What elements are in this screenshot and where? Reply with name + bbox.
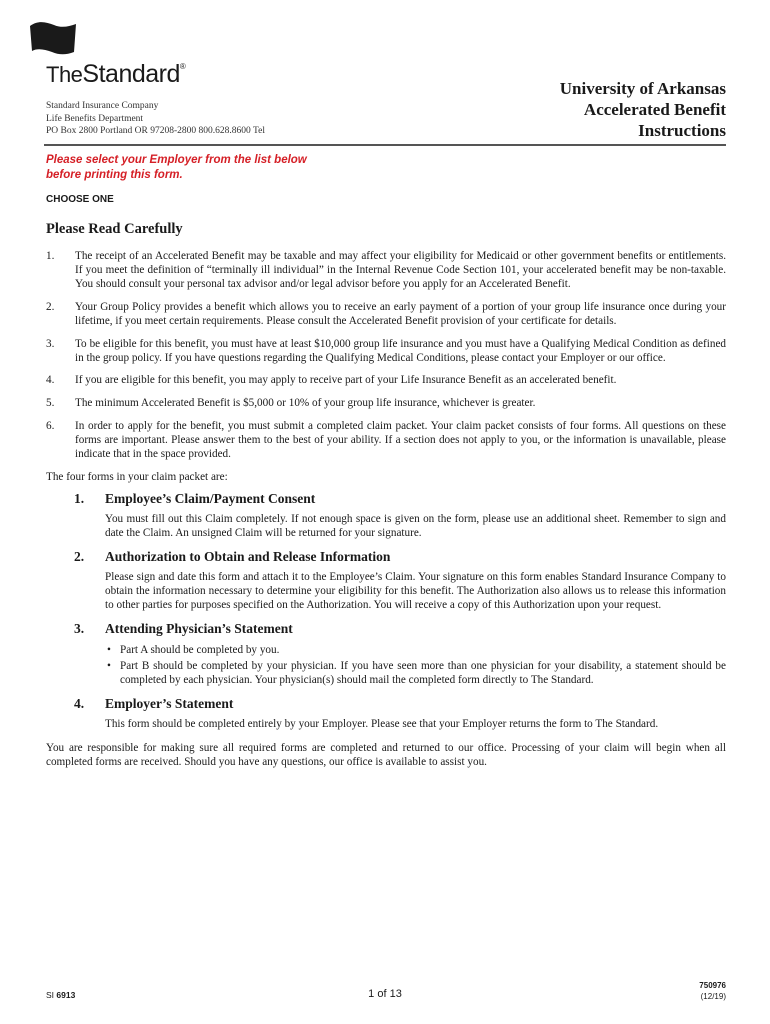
form-heading-claim: 1. Employee’s Claim/Payment Consent [74,490,316,506]
document-title [560,78,726,141]
list-item: 1. The receipt of an Accelerated Benefit may be taxable and may affect your eligibility for Medicaid or other government benefits or entitlements. If you meet the definition of “terminally ill individual” in the Internal Revenue Code Section 101, your accelerated benefit may be non-taxable. You should consult your personal tax advisor and/or legal advisor before you apply for an Accelerated Benefit. [46,250,726,291]
address-line: PO Box 2800 Portland OR 97208-2800 800.628.8600 Tel [46,126,265,136]
form-code: 750976 (12/19) [699,981,726,1001]
forms-intro: The four forms in your claim packet are: [46,470,228,483]
employer-select-note: Please select your Employer from the list below before printing this form. [46,154,307,181]
page-number: 1 of 13 [368,988,402,1000]
list-item: 4. If you are eligible for this benefit, you may apply to receive part of your Life Insurance Benefit as an accelerated benefit. [46,374,617,387]
list-item: 3. To be eligible for this benefit, you must have at least $10,000 group life insurance and you must have a Qualifying Medical Condition as defined in the group policy. If you have questions regarding the Qualifying Medical Conditions, please contact your Employer or our office. [46,337,726,364]
company-logo-wordmark: TheStandard® [46,60,186,88]
title-line: Instructions [638,121,726,140]
form-heading-physician: 3. Attending Physician’s Statement [74,621,293,637]
form-heading-authorization: 2. Authorization to Obtain and Release Information [74,549,391,565]
list-item: 6. In order to apply for the benefit, you must submit a completed claim packet. Your claim packet consists of four forms. All questions on these forms are important. Please answer them to the best of your ability. If a section does not apply to you, or the information is unavailable, please indicate that in the space provided. [46,419,726,460]
address-line: Standard Insurance Company [46,101,159,111]
flag-logo-icon [28,20,78,56]
header-divider [44,144,726,146]
form-description: You must fill out this Claim completely. If not enough space is given on the form, please use an additional sheet. Remember to sign and date the Claim. An unsigned Claim will be returned for your signature. [105,512,726,539]
form-number: SI 6913 [46,990,76,1000]
title-line: University of Arkansas [559,79,726,98]
physician-bullets [46,643,726,687]
bullet-item: • Part B should be completed by your physician. If you have seen more than one physician for your disability, a statement should be completed by each physician. Your physician(s) should mail the completed form directly to The Standard. [107,659,726,686]
bullet-item: • Part A should be completed by you. [107,643,280,656]
employer-dropdown[interactable]: CHOOSE ONE [46,194,114,205]
form-description: Please sign and date this form and attach it to the Employee’s Claim. Your signature on this form enables Standard Insurance Company to obtain the information necessary to determine your eligibility for this benefit. The Authorization also allows us to release this information to other parties for purposes specified on the Authorization. You will receive a copy of this Authorization upon your request. [105,571,726,612]
list-item: 2. Your Group Policy provides a benefit which allows you to receive an early payment of a portion of your group life insurance once during your lifetime, if you meet certain requirements. Please consult the Accelerated Benefit provision of your certificate for details. [46,300,726,327]
company-address [46,100,265,138]
closing-paragraph: You are responsible for making sure all required forms are completed and returned to our office. Processing of your claim will begin when all completed forms are received. Should you have any questions, our office is available to assist you. [46,742,726,769]
instructions-body [46,249,726,769]
form-description: This form should be completed entirely by your Employer. Please see that your Employer returns the form to The Standard. [105,717,659,730]
title-line: Accelerated Benefit [583,100,726,119]
form-heading-employer: 4. Employer’s Statement [74,695,234,711]
section-heading: Please Read Carefully [46,221,183,237]
list-item: 5. The minimum Accelerated Benefit is $5,000 or 10% of your group life insurance, whichever is greater. [46,397,536,410]
address-line: Life Benefits Department [46,113,144,124]
